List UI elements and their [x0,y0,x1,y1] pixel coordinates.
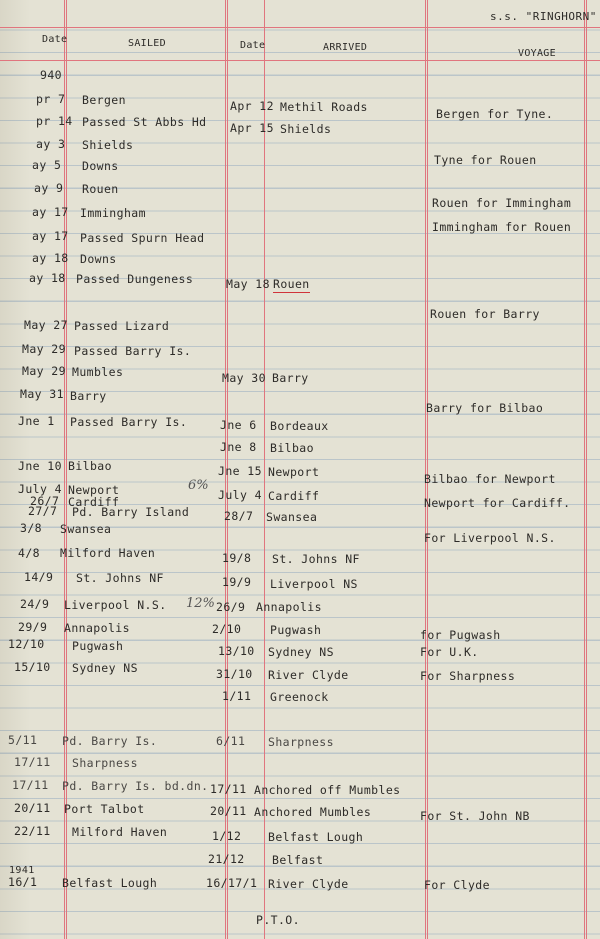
arrived-place: Barry [272,371,309,385]
sailed-date: 26/7 [30,494,60,508]
arrived-place: Sydney NS [268,645,334,659]
sailed-date: Jne 1 [18,414,55,428]
sailed-place: Bergen [82,93,126,107]
arrived-date: 28/7 [224,509,254,523]
sailed-date: ay 9 [34,181,64,195]
voyage-entry: For Liverpool N.S. [424,531,556,545]
sailed-date: May 29 [22,342,66,356]
arrived-place: Annapolis [256,600,322,614]
arrived-date: 31/10 [216,667,253,681]
sailed-date: 12/10 [8,637,45,651]
sailed-place: Pugwash [72,639,124,653]
sailed-place: Bilbao [68,459,112,473]
sailed-place: Passed Barry Is. [70,415,188,429]
header-rule-top [0,27,600,28]
sailed-date: pr 14 [36,114,73,128]
arrived-date: Jne 6 [220,418,257,432]
sailed-date: 17/11 [14,755,51,769]
voyage-entry: For Clyde [424,878,490,892]
sailed-place: Swansea [60,522,112,536]
sailed-date: 5/11 [8,733,38,747]
voyage-entry: for Pugwash [420,628,501,642]
arrived-place: Bilbao [270,441,314,455]
sailed-place: Newport [68,483,120,497]
sailed-place: Port Talbot [64,802,145,816]
sailed-place: Barry [70,389,107,403]
right-margin-rule-2 [586,0,587,939]
voyage-entry: For U.K. [420,645,479,659]
arrived-date: 16/17/1 [206,876,258,890]
sailed-place: Mumbles [72,365,124,379]
sailed-place: Downs [80,252,117,266]
arrived-place: Belfast [272,853,324,867]
sailed-date: ay 17 [32,229,69,243]
sailed-place: Passed St Abbs Hd [82,115,207,129]
arrived-date: 21/12 [208,852,245,866]
sailed-date: 24/9 [20,597,50,611]
sailed-date: ay 5 [32,158,62,172]
voyage-entry: Newport for Cardiff. [424,496,571,510]
arrived-place: Shields [280,122,332,136]
arrived-place: Greenock [270,690,329,704]
header-sailed: SAILED [128,38,166,49]
sailed-date: 14/9 [24,570,54,584]
sailed-place: Belfast Lough [62,876,158,890]
arrived-date: Apr 12 [230,99,274,113]
sailed-date: 27/7 [28,504,58,518]
arrived-date: 19/9 [222,575,252,589]
sailed-place: Pd. Barry Is. [62,734,158,748]
ship-name: s.s. "RINGHORN" [490,10,597,23]
header-arrived: ARRIVED [323,42,368,53]
sailed-date: July 4 [18,482,62,496]
voyage-entry: Rouen for Barry [430,307,540,321]
arrived-date: 6/11 [216,734,246,748]
arrived-date: 17/11 [210,782,247,796]
arrived-place: Anchored Mumbles [254,805,372,819]
sailed-date: ay 18 [32,251,69,265]
sailed-date: pr 7 [36,92,66,106]
sailed-place: Shields [82,138,134,152]
sailed-place: Sydney NS [72,661,138,675]
arrived-date: May 30 [222,371,266,385]
arrived-date: Jne 8 [220,440,257,454]
voyage-entry: Tyne for Rouen [434,153,537,167]
arrived-date: Jne 15 [218,464,262,478]
sailed-date: ay 3 [36,137,66,151]
arrived-place: Newport [268,465,320,479]
sailed-place: Passed Spurn Head [80,231,205,245]
arrived-place: River Clyde [268,877,349,891]
voyage-entry: For St. John NB [420,809,530,823]
arrived-place: Cardiff [268,489,320,503]
arrived-date: 13/10 [218,644,255,658]
arrived-column-rule [425,0,426,939]
header-rule-bottom [0,60,600,61]
year-label-1941: 1941 [9,865,35,876]
sailed-date: 22/11 [14,824,51,838]
voyage-entry: Rouen for Immingham [432,196,572,210]
pencil-note: 6% [188,478,209,493]
sailed-place: Liverpool N.S. [64,598,167,612]
sailed-date: Jne 10 [18,459,62,473]
arrived-place: Liverpool NS [270,577,358,591]
arrived-place: Pugwash [270,623,322,637]
sailed-date: 3/8 [20,521,42,535]
arrived-place: Sharpness [268,735,334,749]
pencil-note: 12% [186,596,215,611]
sailed-date: May 31 [20,387,64,401]
voyage-entry: Bilbao for Newport [424,472,556,486]
arrived-date: 2/10 [212,622,242,636]
arrived-column-rule-2 [427,0,428,939]
sailed-place: Passed Lizard [74,319,170,333]
header-arrived-date: Date [240,40,266,51]
arrived-date: 19/8 [222,551,252,565]
date-column-rule-2 [66,0,67,939]
sailed-place: Passed Dungeness [76,272,194,286]
sailed-date: 20/11 [14,801,51,815]
sailed-date: 17/11 [12,778,49,792]
voyage-entry: For Sharpness [420,669,516,683]
sailed-place: St. Johns NF [76,571,164,585]
arrived-place: Rouen [273,277,310,291]
arrived-date: May 18 [226,277,270,291]
sailed-place: Annapolis [64,621,130,635]
header-sailed-date: Date [42,34,68,45]
arrived-place: Swansea [266,510,318,524]
sailed-place: Pd. Barry Is. bd.dn. [62,779,209,793]
arrived-place: Anchored off Mumbles [254,783,401,797]
sailed-place: Milford Haven [72,825,168,839]
sailed-place: Sharpness [72,756,138,770]
sailed-place: Passed Barry Is. [74,344,192,358]
arrived-place: St. Johns NF [272,552,360,566]
sailed-date: ay 17 [32,205,69,219]
header-voyage: VOYAGE [518,48,556,59]
arrived-date-rule [264,0,265,939]
arrived-date: July 4 [218,488,262,502]
sailed-date: May 29 [22,364,66,378]
voyage-entry: Bergen for Tyne. [436,107,554,121]
sailed-date: May 27 [24,318,68,332]
arrived-place: Belfast Lough [268,830,364,844]
sailed-date: ay 18 [29,271,66,285]
sailed-place: Milford Haven [60,546,156,560]
arrived-place: Bordeaux [270,419,329,433]
sailed-date: 4/8 [18,546,40,560]
sailed-date: 16/1 [8,875,38,889]
year-label: 940 [40,68,62,82]
voyage-entry: Barry for Bilbao [426,401,544,415]
sailed-place: Immingham [80,206,146,220]
sailed-place: Pd. Barry Island [72,505,190,519]
arrived-date: 26/9 [216,600,246,614]
arrived-place: River Clyde [268,668,349,682]
arrived-date: 20/11 [210,804,247,818]
arrived-date: 1/12 [212,829,242,843]
sailed-date: 15/10 [14,660,51,674]
sailed-place: Downs [82,159,119,173]
arrived-place: Methil Roads [280,100,368,114]
arrived-date: 1/11 [222,689,252,703]
arrived-date: Apr 15 [230,121,274,135]
sailed-place: Cardiff [68,495,120,509]
voyage-entry: Immingham for Rouen [432,220,572,234]
right-margin-rule [584,0,585,939]
sailed-place: Rouen [82,182,119,196]
footer-pto: P.T.O. [256,913,300,927]
sailed-date: 29/9 [18,620,48,634]
